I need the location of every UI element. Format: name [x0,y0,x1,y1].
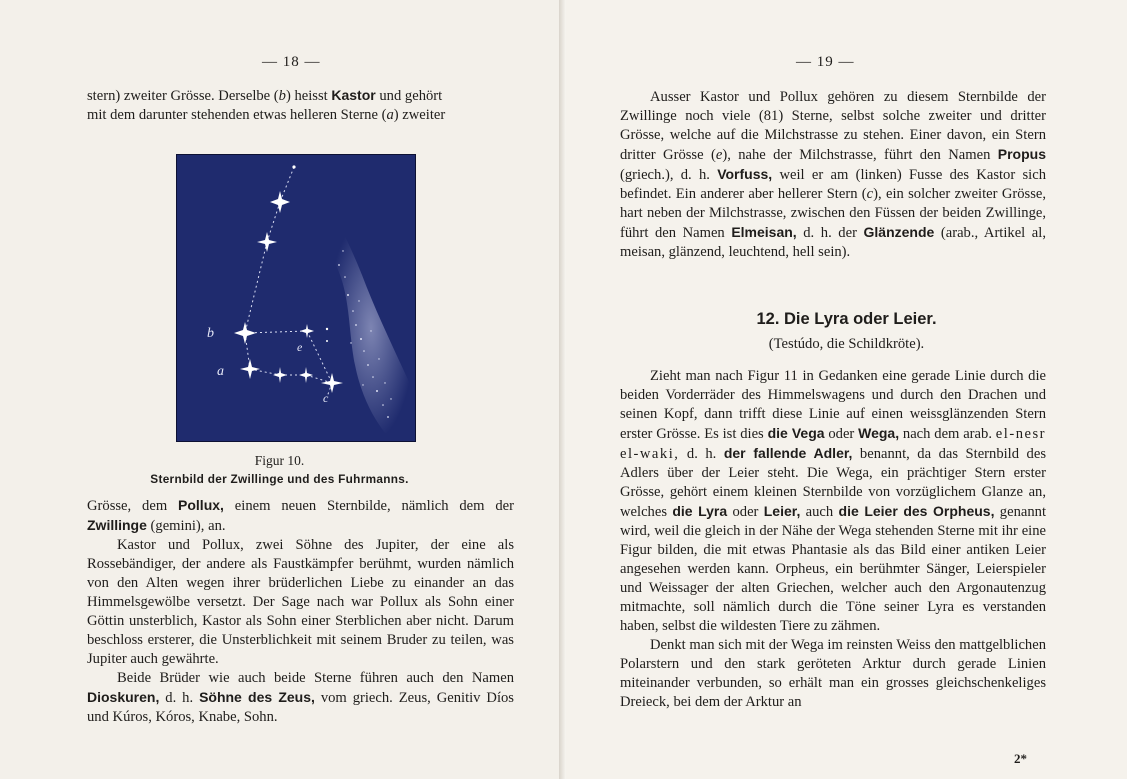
text-run: (griech.), d. h. [620,167,718,183]
section-heading: 12. Die Lyra oder Leier. [756,310,937,328]
text-run: vom griech. Zeus, Genitiv Díos und Kúros, Kóros, Knabe, Sohn. [87,690,514,725]
text-run: oder [727,504,764,520]
name-kastor: Kastor [331,87,376,103]
name-leier-des-orpheus: die Leier des Orpheus, [838,503,995,519]
body-text-left [87,496,514,727]
text-run: d. h. [679,446,724,462]
name-die-lyra: die Lyra [672,503,728,519]
text-run: ), ein solcher zweiter Grösse, hart neben der Milchstrasse, zwischen den Füssen der beiden Zwillinge, führt den Namen [620,186,1046,241]
name-pollux: Pollux, [178,497,224,513]
name-soehne-des-zeus: Söhne des Zeus, [199,689,315,705]
text-run: einem neuen Sternbilde, nämlich dem der [223,498,514,514]
name-propus: Propus [997,146,1046,162]
right-page [566,0,1127,779]
star-chart-figure [177,155,415,441]
text-run: Zieht man nach Figur 11 in Gedanken eine gerade Linie durch die beiden Vorderräder des Himmelswagens und durch den Drachen und seinen Kopf, dann trifft diese Linie auf einen weissglänzenden Stern erster Grösse. Es ist dies [620,368,1046,442]
text-run: nach dem arab. [899,426,996,442]
star [270,191,290,213]
star [234,322,256,344]
text-run: Ausser Kastor und Pollux gehören zu diesem Sternbilde der Zwillinge noch viele (81) Sterne, selbst solche zweiter und dritter Grösse, welche auf die Milchstrasse zu stehen. Einer davon, ein Stern dritter Grösse ( [620,89,1046,163]
star [240,359,260,379]
text-run: benannt, da das Sternbild des Adlers über der Leier steht. Die Wega, ein prächtiger Stern erster Grösse, gehört einem kleinen Sternbilde von vorzüglichem Glanze an, welches [620,446,1046,520]
left-page [0,0,559,779]
text-run: auch [800,504,839,520]
paragraph [87,669,514,727]
star-label-e: e [297,340,303,354]
text-run: ) heisst [285,88,332,104]
name-dioskuren: Dioskuren, [87,689,160,705]
text-run: weil er am (linken) Fusse des Kastor sich befindet. Ein anderer aber hellerer Stern ( [620,167,1046,202]
text-run: genannt wird, weil die gleich in der Nähe der Wega stehenden Sterne mit ihr eine Figur bilden, die mit etwas Phantasie als das Bild einer antiken Leier angesehen werden kann. Orpheus, ein berühmter Sänger, Leierspieler und Weissager der alten Griechen, welcher auch den Argonautenzug mitmachte, soll nämlich durch die Töne seiner Lyra es verstanden haben, selbst die wildesten Tiere zu zähmen. [620,504,1046,634]
name-glaenzende: Glänzende [863,224,935,240]
paragraph: Kastor und Pollux, zwei Söhne des Jupiter, der eine als Rossebändiger, der andere als Faustkämpfer berühmt, wurden nämlich von den Alten wegen ihrer brüderlichen Liebe zu einander an das Himmelsgewölbe versetzt. Der Sage nach war Pollux als Sohn einer Göttin unsterblich, Kastor als Sohn einer Sterblichen aber nicht. Darum beschloss ersterer, die Unsterblichkeit mit seinem Bruder zu teilen, was Jupiter auch gewährte. [87,537,514,667]
text-run: (gemini), an. [146,518,226,534]
text-run: d. h. der [796,225,864,241]
star [273,367,287,383]
letter-ref: b [278,88,286,104]
letter-ref: a [386,107,394,123]
page-number: — 19 — [796,54,855,70]
text-run: mit dem darunter stehenden etwas helleren Sterne ( [87,107,387,123]
text-run: ) zweiter [393,107,446,123]
milky-way [327,215,415,441]
text-run: Grösse, dem [87,498,179,514]
star [299,367,313,383]
star-label-a: a [217,364,224,379]
name-elmeisan: Elmeisan, [731,224,797,240]
name-die-vega: die Vega [767,425,825,441]
book-gutter [559,0,566,779]
star [300,324,314,338]
top-text [87,86,514,125]
text-line [87,106,514,125]
text-run: stern) zweiter Grösse. Derselbe ( [87,88,279,104]
paragraph: Denkt man sich mit der Wega im reinsten Weiss den mattgelblichen Polarstern und den stark geröteten Arktur durch gerade Linien miteinander verbunden, so erhält man ein grosses gleichschenkeliges Dreieck, bei dem der Arktur an [620,637,1046,710]
star [321,373,343,393]
star-label-b: b [207,326,214,341]
figure-title: Sternbild der Zwillinge und des Fuhrmanns. [150,472,409,486]
figure-caption: Figur 10. [254,453,305,468]
letter-ref: c [866,186,874,202]
body-text-right-top [620,88,1046,262]
name-leier: Leier, [763,503,801,519]
name-zwillinge: Zwillinge [87,517,147,533]
name-wega: Wega, [858,425,900,441]
text-run: ), nahe der Milchstrasse, führt den Namen [722,147,998,163]
star-chart-svg [177,155,415,441]
paragraph [87,496,514,536]
section-subheading: (Testúdo, die Schildkröte). [768,336,925,352]
text-line [87,86,514,106]
star [257,232,277,252]
name-vorfuss: Vorfuss, [717,166,773,182]
body-text-right-bottom [620,367,1046,712]
paragraph [620,367,1046,636]
stars [234,165,343,393]
text-run: Beide Brüder wie auch beide Sterne führen auch den Namen [117,670,514,686]
text-run: (arab., Artikel al, meisan, glänzend, leuchtend, hell sein). [620,225,1046,260]
text-run: und gehört [375,88,443,104]
name-fallende-adler: der fallende Adler, [723,445,853,461]
text-run: oder [824,426,859,442]
page-number: — 18 — [262,54,321,70]
star-label-c: c [323,391,329,405]
arabic-name: el-nesr el-waki, [620,426,1047,462]
paragraph [620,88,1046,262]
letter-ref: e [715,147,723,163]
signature-mark: 2* [1014,751,1027,766]
text-run: d. h. [159,690,200,706]
